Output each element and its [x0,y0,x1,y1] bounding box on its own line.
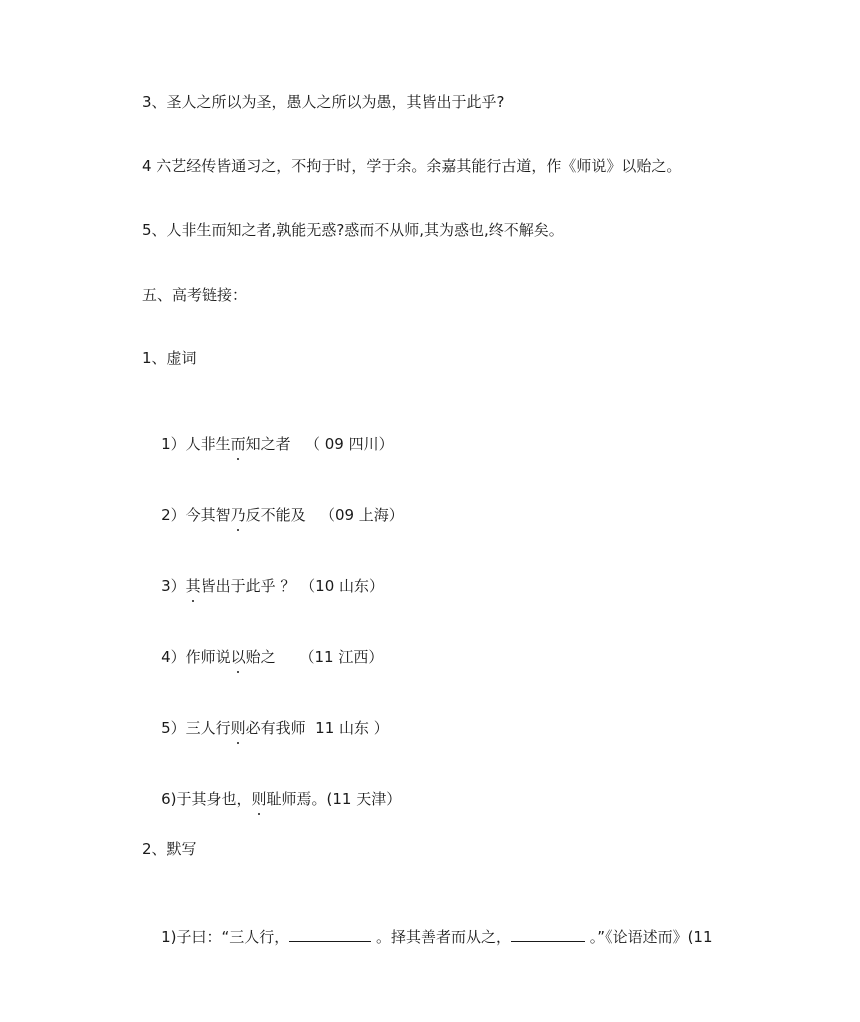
question-item-4 [142,624,383,690]
text-line-3: 3、圣人之所以为圣，愚人之所以为愚，其皆出于此乎? [142,93,505,111]
question-text-pre: 2）今其智 [161,506,231,524]
question-item-3 [142,553,384,619]
question-text-pre: 6)于其身也， [161,790,252,808]
question-item-2 [142,482,404,548]
dictation-text-part2: 。择其善者而从之， [371,928,512,946]
dictation-item-1 [142,903,713,970]
fill-blank-2 [511,925,585,942]
marked-character: 乃 [230,506,246,524]
question-item-5 [142,695,389,761]
question-item-1 [142,411,394,477]
text-line-5: 5、人非生而知之者,孰能无惑?惑而不从师,其为惑也,终不解矣。 [142,221,564,239]
question-text-post: 贻之 （11 江西） [245,648,384,666]
dictation-text-part3: 。”《论语述而》(11 [585,928,713,946]
question-text-post: 知之者 （ 09 四川） [245,435,394,453]
question-text-pre: 4）作师说 [161,648,231,666]
question-text-pre: 5）三人行 [161,719,231,737]
marked-character: 则 [251,790,267,808]
marked-character: 而 [230,435,246,453]
question-text-post: 反不能及 （09 上海） [245,506,404,524]
question-text-post: 皆出于此乎 ？ （10 山东） [200,577,385,595]
question-item-6 [142,766,401,832]
section-heading-gaokao: 五、高考链接： [142,286,248,304]
question-text-pre: 1）人非生 [161,435,231,453]
marked-character: 其 [185,577,201,595]
question-text-post: 耻师焉。(11 天津） [266,790,402,808]
fill-blank-1 [289,925,371,942]
marked-character: 以 [230,648,246,666]
text-line-4: 4 六艺经传皆通习之，不拘于时，学于余。余嘉其能行古道，作《师说》以贻之。 [142,157,682,175]
question-text-pre: 3） [161,577,186,595]
marked-character: 则 [230,719,246,737]
dictation-text-part1: 1)子曰：“三人行， [161,928,290,946]
subheading-dictation: 2、默写 [142,840,197,858]
question-text-post: 必有我师 11 山东 ） [245,719,389,737]
subheading-function-words: 1、虚词 [142,349,197,367]
